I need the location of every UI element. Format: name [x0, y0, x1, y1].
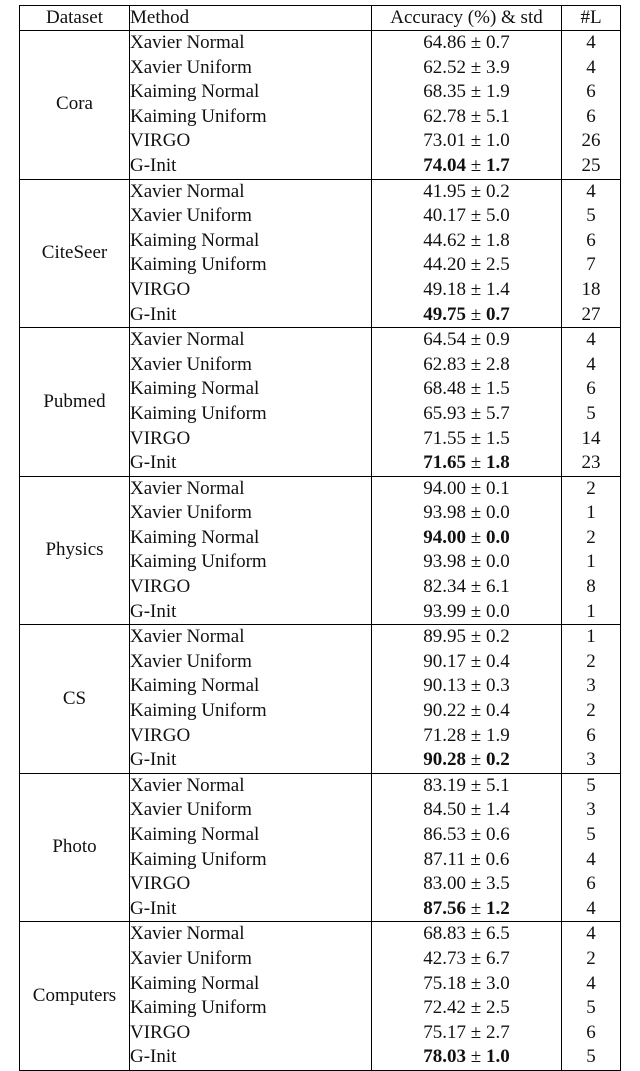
- accuracy-cell: [372, 229, 562, 254]
- layers-cell: 8: [562, 575, 621, 600]
- accuracy-std: 1.7: [485, 154, 510, 176]
- accuracy-mean: 71.55: [423, 427, 467, 449]
- method-cell: Kaiming Uniform: [130, 550, 372, 575]
- accuracy-cell: [372, 848, 562, 873]
- header-layers: #L: [562, 6, 621, 31]
- method-cell: Xavier Uniform: [130, 353, 372, 378]
- method-cell: Xavier Normal: [130, 773, 372, 798]
- layers-cell: 6: [562, 1021, 621, 1046]
- accuracy-mean: 49.18: [423, 278, 467, 300]
- accuracy-std: 2.5: [485, 997, 510, 1019]
- accuracy-cell: [372, 451, 562, 476]
- layers-cell: 4: [562, 56, 621, 81]
- layers-cell: 1: [562, 550, 621, 575]
- accuracy-mean: 74.04: [423, 154, 467, 176]
- plus-minus-sign: ±: [466, 477, 486, 499]
- accuracy-mean: 65.93: [423, 402, 467, 424]
- method-cell: Kaiming Normal: [130, 674, 372, 699]
- accuracy-cell: [372, 402, 562, 427]
- accuracy-mean: 78.03: [423, 1046, 467, 1068]
- accuracy-std: 0.0: [485, 600, 510, 622]
- accuracy-cell: [372, 600, 562, 625]
- accuracy-cell: [372, 204, 562, 229]
- accuracy-std: 0.0: [485, 526, 510, 548]
- layers-cell: 4: [562, 848, 621, 873]
- accuracy-cell: [372, 823, 562, 848]
- accuracy-std: 0.2: [485, 180, 510, 202]
- plus-minus-sign: ±: [465, 848, 486, 870]
- accuracy-std: 2.7: [485, 1021, 510, 1043]
- accuracy-cell: [372, 947, 562, 972]
- plus-minus-sign: ±: [466, 972, 486, 994]
- method-cell: G-Init: [130, 600, 372, 625]
- layers-cell: 5: [562, 204, 621, 229]
- method-cell: Kaiming Normal: [130, 229, 372, 254]
- accuracy-cell: [372, 748, 562, 773]
- accuracy-std: 0.4: [485, 700, 510, 722]
- header-method: Method: [130, 6, 372, 31]
- layers-cell: 25: [562, 154, 621, 179]
- layers-cell: 6: [562, 105, 621, 130]
- accuracy-std: 1.4: [485, 799, 510, 821]
- plus-minus-sign: ±: [466, 997, 486, 1019]
- accuracy-cell: [372, 972, 562, 997]
- accuracy-std: 0.2: [485, 749, 510, 771]
- accuracy-cell: [372, 427, 562, 452]
- plus-minus-sign: ±: [466, 130, 486, 152]
- method-cell: VIRGO: [130, 129, 372, 154]
- method-cell: Xavier Uniform: [130, 798, 372, 823]
- accuracy-cell: [372, 377, 562, 402]
- plus-minus-sign: ±: [466, 799, 486, 821]
- accuracy-cell: [372, 996, 562, 1021]
- accuracy-std: 1.2: [485, 897, 510, 919]
- accuracy-std: 0.7: [485, 303, 510, 325]
- accuracy-mean: 68.83: [423, 923, 467, 945]
- plus-minus-sign: ±: [466, 873, 486, 895]
- accuracy-mean: 83.19: [423, 774, 467, 796]
- method-cell: G-Init: [130, 303, 372, 328]
- layers-cell: 5: [562, 402, 621, 427]
- accuracy-std: 0.1: [485, 477, 510, 499]
- accuracy-std: 6.1: [485, 576, 510, 598]
- dataset-cell: CiteSeer: [20, 179, 130, 328]
- accuracy-cell: [372, 129, 562, 154]
- layers-cell: 18: [562, 278, 621, 303]
- layers-cell: 1: [562, 501, 621, 526]
- table-body: [20, 31, 621, 1071]
- plus-minus-sign: ±: [466, 1046, 486, 1068]
- plus-minus-sign: ±: [466, 303, 486, 325]
- plus-minus-sign: ±: [466, 452, 486, 474]
- plus-minus-sign: ±: [466, 600, 486, 622]
- layers-cell: 3: [562, 674, 621, 699]
- accuracy-mean: 40.17: [423, 205, 467, 227]
- accuracy-std: 1.0: [485, 130, 510, 152]
- accuracy-std: 0.0: [485, 502, 510, 524]
- accuracy-cell: [372, 872, 562, 897]
- layers-cell: 5: [562, 996, 621, 1021]
- accuracy-cell: [372, 526, 562, 551]
- accuracy-mean: 71.65: [423, 452, 467, 474]
- plus-minus-sign: ±: [466, 56, 486, 78]
- accuracy-mean: 82.34: [423, 576, 467, 598]
- layers-cell: 26: [562, 129, 621, 154]
- method-cell: Xavier Normal: [130, 476, 372, 501]
- method-cell: Kaiming Uniform: [130, 105, 372, 130]
- accuracy-cell: [372, 798, 562, 823]
- table-row: [20, 328, 621, 353]
- accuracy-std: 0.6: [485, 848, 510, 870]
- accuracy-cell: [372, 80, 562, 105]
- layers-cell: 7: [562, 253, 621, 278]
- plus-minus-sign: ±: [466, 700, 486, 722]
- accuracy-mean: 68.48: [423, 378, 467, 400]
- accuracy-mean: 86.53: [423, 824, 467, 845]
- accuracy-cell: [372, 625, 562, 650]
- plus-minus-sign: ±: [466, 650, 486, 672]
- layers-cell: 2: [562, 526, 621, 551]
- method-cell: Xavier Uniform: [130, 947, 372, 972]
- method-cell: Xavier Normal: [130, 625, 372, 650]
- layers-cell: 4: [562, 31, 621, 56]
- accuracy-mean: 44.62: [423, 229, 467, 251]
- dataset-cell: Photo: [20, 773, 130, 922]
- table-row: [20, 625, 621, 650]
- method-cell: VIRGO: [130, 1021, 372, 1046]
- layers-cell: 2: [562, 699, 621, 724]
- plus-minus-sign: ±: [466, 724, 486, 746]
- layers-cell: 6: [562, 229, 621, 254]
- plus-minus-sign: ±: [466, 402, 486, 424]
- accuracy-cell: [372, 724, 562, 749]
- dataset-cell: Pubmed: [20, 328, 130, 477]
- accuracy-std: 5.7: [485, 402, 510, 424]
- accuracy-cell: [372, 575, 562, 600]
- dataset-cell: Cora: [20, 31, 130, 180]
- accuracy-mean: 75.17: [423, 1021, 467, 1043]
- accuracy-mean: 94.00: [423, 477, 467, 499]
- plus-minus-sign: ±: [466, 526, 486, 548]
- plus-minus-sign: ±: [466, 353, 486, 375]
- plus-minus-sign: ±: [466, 229, 486, 251]
- accuracy-mean: 73.01: [423, 130, 467, 152]
- accuracy-std: 2.5: [485, 254, 510, 276]
- plus-minus-sign: ±: [466, 947, 486, 969]
- layers-cell: 23: [562, 451, 621, 476]
- accuracy-std: 0.6: [485, 824, 510, 845]
- layers-cell: 6: [562, 872, 621, 897]
- layers-cell: 5: [562, 1045, 621, 1070]
- accuracy-mean: 87.11: [423, 848, 466, 870]
- method-cell: G-Init: [130, 897, 372, 922]
- accuracy-cell: [372, 56, 562, 81]
- accuracy-mean: 90.13: [423, 675, 467, 697]
- accuracy-mean: 90.28: [423, 749, 467, 771]
- accuracy-std: 2.8: [485, 353, 510, 375]
- accuracy-mean: 93.98: [423, 551, 467, 573]
- accuracy-mean: 68.35: [423, 81, 467, 103]
- layers-cell: 5: [562, 823, 621, 848]
- table-row: [20, 922, 621, 947]
- layers-cell: 6: [562, 724, 621, 749]
- method-cell: Kaiming Uniform: [130, 253, 372, 278]
- plus-minus-sign: ±: [466, 378, 486, 400]
- method-cell: Kaiming Normal: [130, 526, 372, 551]
- plus-minus-sign: ±: [466, 923, 486, 945]
- dataset-cell: Computers: [20, 922, 130, 1071]
- plus-minus-sign: ±: [466, 278, 486, 300]
- accuracy-mean: 93.98: [423, 502, 467, 524]
- method-cell: VIRGO: [130, 575, 372, 600]
- method-cell: Xavier Uniform: [130, 56, 372, 81]
- accuracy-mean: 49.75: [423, 303, 467, 325]
- method-cell: Xavier Normal: [130, 328, 372, 353]
- accuracy-std: 0.7: [485, 32, 510, 53]
- layers-cell: 1: [562, 600, 621, 625]
- table-row: [20, 773, 621, 798]
- accuracy-mean: 71.28: [423, 724, 467, 746]
- accuracy-mean: 89.95: [423, 626, 467, 648]
- accuracy-std: 0.2: [485, 626, 510, 648]
- method-cell: G-Init: [130, 154, 372, 179]
- accuracy-mean: 44.20: [423, 254, 467, 276]
- accuracy-cell: [372, 179, 562, 204]
- accuracy-std: 1.8: [485, 452, 510, 474]
- method-cell: G-Init: [130, 748, 372, 773]
- accuracy-std: 0.0: [485, 551, 510, 573]
- dataset-cell: Physics: [20, 476, 130, 625]
- method-cell: Kaiming Normal: [130, 377, 372, 402]
- layers-cell: 3: [562, 798, 621, 823]
- accuracy-cell: [372, 31, 562, 56]
- method-cell: VIRGO: [130, 872, 372, 897]
- accuracy-mean: 90.17: [423, 650, 467, 672]
- accuracy-cell: [372, 674, 562, 699]
- plus-minus-sign: ±: [466, 154, 486, 176]
- plus-minus-sign: ±: [466, 626, 486, 648]
- accuracy-mean: 62.52: [423, 56, 467, 78]
- plus-minus-sign: ±: [466, 105, 486, 127]
- layers-cell: 4: [562, 972, 621, 997]
- method-cell: Xavier Normal: [130, 922, 372, 947]
- method-cell: Xavier Uniform: [130, 650, 372, 675]
- plus-minus-sign: ±: [466, 824, 486, 845]
- accuracy-cell: [372, 253, 562, 278]
- accuracy-std: 0.3: [485, 675, 510, 697]
- layers-cell: 4: [562, 179, 621, 204]
- header-dataset: Dataset: [20, 6, 130, 31]
- accuracy-std: 1.5: [485, 427, 510, 449]
- accuracy-cell: [372, 773, 562, 798]
- accuracy-cell: [372, 303, 562, 328]
- method-cell: Xavier Normal: [130, 31, 372, 56]
- accuracy-mean: 72.42: [423, 997, 467, 1019]
- accuracy-cell: [372, 353, 562, 378]
- accuracy-std: 1.0: [485, 1046, 510, 1068]
- method-cell: Xavier Uniform: [130, 204, 372, 229]
- method-cell: Kaiming Normal: [130, 972, 372, 997]
- layers-cell: 4: [562, 328, 621, 353]
- header-row: [20, 6, 621, 31]
- accuracy-cell: [372, 154, 562, 179]
- accuracy-mean: 64.54: [423, 329, 467, 351]
- results-table: [19, 5, 621, 1071]
- table-row: [20, 179, 621, 204]
- table-row: [20, 31, 621, 56]
- plus-minus-sign: ±: [466, 427, 486, 449]
- layers-cell: 6: [562, 377, 621, 402]
- accuracy-cell: [372, 1021, 562, 1046]
- accuracy-cell: [372, 501, 562, 526]
- method-cell: VIRGO: [130, 278, 372, 303]
- accuracy-cell: [372, 328, 562, 353]
- accuracy-std: 6.5: [485, 923, 510, 945]
- accuracy-cell: [372, 897, 562, 922]
- layers-cell: 27: [562, 303, 621, 328]
- layers-cell: 2: [562, 476, 621, 501]
- table-row: [20, 476, 621, 501]
- plus-minus-sign: ±: [466, 675, 486, 697]
- accuracy-cell: [372, 278, 562, 303]
- method-cell: Kaiming Uniform: [130, 996, 372, 1021]
- accuracy-std: 3.0: [485, 972, 510, 994]
- layers-cell: 5: [562, 773, 621, 798]
- plus-minus-sign: ±: [466, 551, 486, 573]
- plus-minus-sign: ±: [466, 254, 486, 276]
- layers-cell: 2: [562, 650, 621, 675]
- method-cell: Kaiming Normal: [130, 823, 372, 848]
- method-cell: VIRGO: [130, 427, 372, 452]
- accuracy-cell: [372, 699, 562, 724]
- plus-minus-sign: ±: [466, 81, 486, 103]
- accuracy-mean: 93.99: [423, 600, 467, 622]
- dataset-cell: CS: [20, 625, 130, 774]
- accuracy-std: 1.8: [485, 229, 510, 251]
- accuracy-mean: 83.00: [423, 873, 467, 895]
- method-cell: Xavier Normal: [130, 179, 372, 204]
- accuracy-std: 1.4: [485, 278, 510, 300]
- accuracy-std: 1.9: [485, 81, 510, 103]
- accuracy-cell: [372, 550, 562, 575]
- method-cell: G-Init: [130, 451, 372, 476]
- accuracy-std: 5.0: [485, 205, 510, 227]
- accuracy-cell: [372, 650, 562, 675]
- accuracy-std: 1.5: [485, 378, 510, 400]
- plus-minus-sign: ±: [466, 329, 486, 351]
- accuracy-cell: [372, 1045, 562, 1070]
- accuracy-mean: 62.83: [423, 353, 467, 375]
- layers-cell: 6: [562, 80, 621, 105]
- accuracy-std: 3.5: [485, 873, 510, 895]
- accuracy-mean: 84.50: [423, 799, 467, 821]
- plus-minus-sign: ±: [466, 502, 486, 524]
- plus-minus-sign: ±: [466, 180, 486, 202]
- accuracy-std: 5.1: [485, 105, 510, 127]
- layers-cell: 1: [562, 625, 621, 650]
- accuracy-cell: [372, 105, 562, 130]
- accuracy-std: 0.4: [485, 650, 510, 672]
- method-cell: Xavier Uniform: [130, 501, 372, 526]
- header-accuracy: Accuracy (%) & std: [372, 6, 562, 31]
- accuracy-std: 1.9: [485, 724, 510, 746]
- accuracy-cell: [372, 922, 562, 947]
- accuracy-mean: 75.18: [423, 972, 467, 994]
- accuracy-mean: 87.56: [423, 897, 467, 919]
- accuracy-mean: 90.22: [423, 700, 467, 722]
- accuracy-mean: 94.00: [423, 526, 467, 548]
- layers-cell: 4: [562, 922, 621, 947]
- plus-minus-sign: ±: [466, 749, 486, 771]
- accuracy-mean: 41.95: [423, 180, 467, 202]
- layers-cell: 14: [562, 427, 621, 452]
- plus-minus-sign: ±: [466, 774, 486, 796]
- method-cell: VIRGO: [130, 724, 372, 749]
- layers-cell: 3: [562, 748, 621, 773]
- method-cell: Kaiming Uniform: [130, 402, 372, 427]
- accuracy-std: 6.7: [485, 947, 510, 969]
- method-cell: Kaiming Uniform: [130, 848, 372, 873]
- plus-minus-sign: ±: [466, 1021, 486, 1043]
- plus-minus-sign: ±: [466, 897, 486, 919]
- accuracy-mean: 62.78: [423, 105, 467, 127]
- method-cell: Kaiming Uniform: [130, 699, 372, 724]
- plus-minus-sign: ±: [466, 205, 486, 227]
- plus-minus-sign: ±: [466, 32, 486, 53]
- accuracy-std: 5.1: [485, 774, 510, 796]
- layers-cell: 4: [562, 897, 621, 922]
- accuracy-std: 0.9: [485, 329, 510, 351]
- layers-cell: 4: [562, 353, 621, 378]
- method-cell: G-Init: [130, 1045, 372, 1070]
- accuracy-mean: 42.73: [423, 947, 467, 969]
- layers-cell: 2: [562, 947, 621, 972]
- accuracy-mean: 64.86: [423, 32, 467, 53]
- plus-minus-sign: ±: [466, 576, 486, 598]
- accuracy-std: 3.9: [485, 56, 510, 78]
- method-cell: Kaiming Normal: [130, 80, 372, 105]
- accuracy-cell: [372, 476, 562, 501]
